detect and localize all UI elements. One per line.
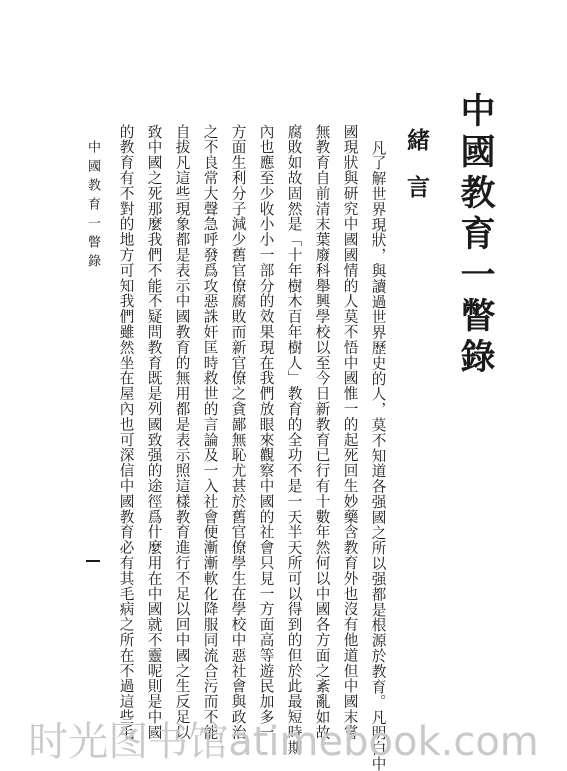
body-column: 自拔凡這些現象都是表示中國教育的無用都是表示照這樣教育進行不足以回中國之生反足以 <box>173 124 191 740</box>
body-column: 方面生利分子減少舊官僚腐敗而新官僚之貪鄙無恥尤甚於舊官僚學生在學校中惡社會與政治 <box>229 124 247 740</box>
book-title: 中國教育一瞥錄 <box>455 92 496 379</box>
body-column: 致中國之死那麼我們不能不疑問教育既是列國致强的途徑爲什麼用在中國就不靈呢則是中國 <box>145 124 163 740</box>
page-number <box>86 560 100 562</box>
body-column: 內也應至少收小小一部分的效果現在我們放眼來觀察中國的社會只見一方面高等遊民加多一 <box>257 124 275 740</box>
body-column: 的教育有不對的地方可知我們雖然坐在屋內也可深信中國教育必有其毛病之所在不過這些毛 <box>117 124 135 740</box>
body-column: 國現狀與研究中國國情的人莫不悟中國惟一的起死回生妙藥含教育外也沒有他道但中國末嘗 <box>341 124 359 740</box>
section-heading: 緒言 <box>403 128 430 222</box>
body-column: 之不良常大聲急呼發爲攻惡誅奸匡時救世的言論及一入社會便漸漸軟化降服同流合污而不能 <box>201 124 219 740</box>
running-title: 中國教育一瞥錄 <box>85 140 100 273</box>
body-column: 腐敗如故固然是「十年樹木百年樹人」教育的全功不是一天半天所可以得到的但於此最短時期 <box>285 124 303 756</box>
body-column: 無教育自前清末葉廢科舉興學校以至今日新教育已行有十數年然何以中國各方面之紊亂如故 <box>313 124 331 740</box>
watermark-banner: 时光图书馆atimebook.com <box>28 718 539 765</box>
body-column: 凡了解世界現狀，與讀過世界歷史的人，莫不知道各强國之所以强都是根源於教育。凡明白中 <box>369 140 387 771</box>
